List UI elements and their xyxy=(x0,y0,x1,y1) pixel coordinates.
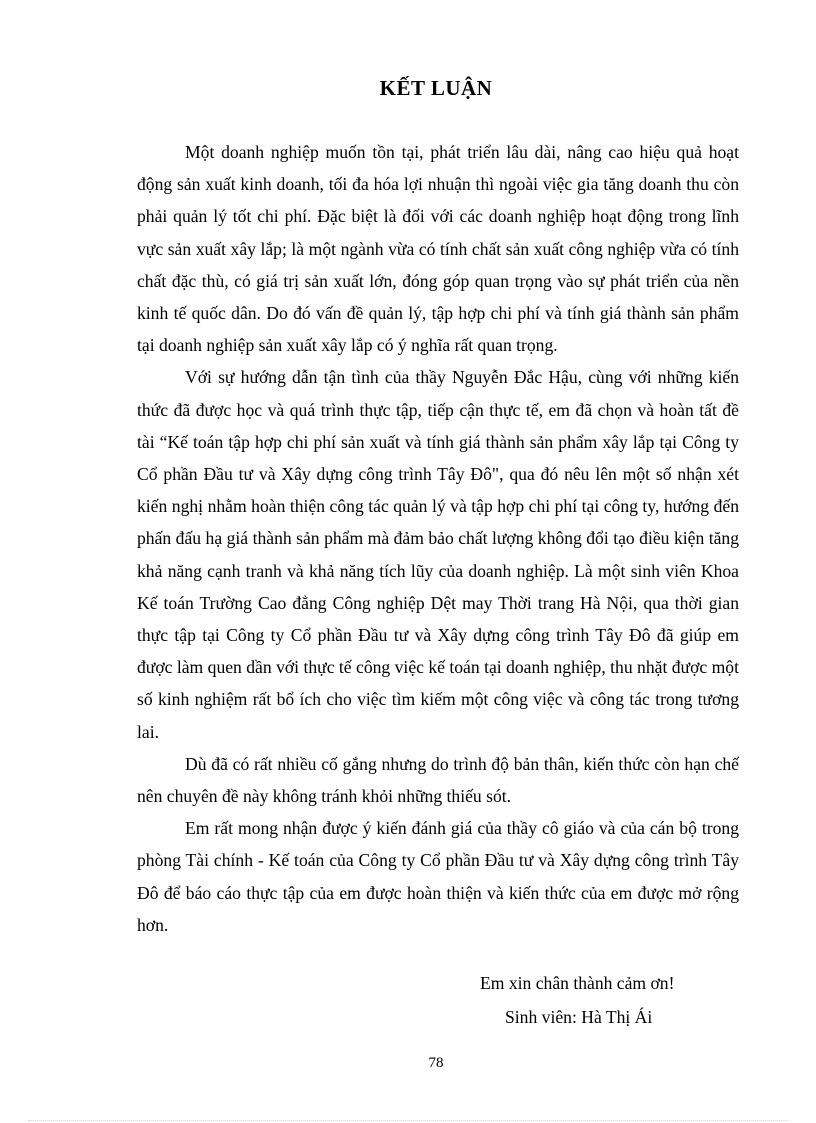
paragraph: Em rất mong nhận được ý kiến đánh giá của thầy cô giáo và của cán bộ trong phòng Tài chính - Kế toán của Công ty Cổ phần Đầu tư và Xây dựng công trình Tây Đô để báo cáo thực tập của em được hoàn thiện và kiến thức của em được mở rộng hơn. xyxy=(137,818,739,935)
paragraph: Với sự hướng dẫn tận tình của thầy Nguyễn Đắc Hậu, cùng với những kiến thức đã được học và quá trình thực tập, tiếp cận thực tế, em đã chọn và hoàn tất đề tài “Kế toán tập hợp chi phí sản xuất và tính giá thành sản phẩm xây lắp tại Công ty Cổ phần Đầu tư và Xây dựng công trình Tây Đô", qua đó nêu lên một số nhận xét kiến nghị nhằm hoàn thiện công tác quản lý và tập hợp chi phí tại công ty, hướng đến phấn đấu hạ giá thành sản phẩm mà đảm bảo chất lượng không đổi tạo điều kiện tăng khả năng cạnh tranh và khả năng tích lũy của doanh nghiệp. Là một sinh viên Khoa Kế toán Trường Cao đẳng Công nghiệp Dệt may Thời trang Hà Nội, qua thời gian thực tập tại Công ty Cổ phần Đầu tư và Xây dựng công trình Tây Đô đã giúp em được làm quen dần với thực tế công việc kế toán tại doanh nghiệp, thu nhặt được một số kinh nghiệm rất bổ ích cho việc tìm kiếm một công việc và công tác trong tương lai. xyxy=(137,367,739,742)
paragraph: Dù đã có rất nhiều cố gắng nhưng do trình độ bản thân, kiến thức còn hạn chế nên chuyên đề này không tránh khỏi những thiếu sót. xyxy=(137,753,739,807)
student-signature: Sinh viên: Hà Thị Ái xyxy=(505,1007,653,1027)
body-text xyxy=(137,136,739,941)
closing-thanks: Em xin chân thành cảm ơn! xyxy=(480,973,675,993)
page-title: KẾT LUẬN xyxy=(379,76,493,100)
page-number: 78 xyxy=(428,1055,444,1071)
paragraph: Một doanh nghiệp muốn tồn tại, phát triển lâu dài, nâng cao hiệu quả hoạt động sản xuất kinh doanh, tối đa hóa lợi nhuận thì ngoài việc gia tăng doanh thu còn phải quản lý tốt chi phí. Đặc biệt là đối với các doanh nghiệp hoạt động trong lĩnh vực sản xuất xây lắp; là một ngành vừa có tính chất sản xuất công nghiệp vừa có tính chất đặc thù, có giá trị sản xuất lớn, đóng góp quan trọng vào sự phát triển của nền kinh tế quốc dân. Do đó vấn đề quản lý, tập hợp chi phí và tính giá thành sản phẩm tại doanh nghiệp sản xuất xây lắp có ý nghĩa rất quan trọng. xyxy=(137,142,739,356)
footer-divider xyxy=(28,1120,788,1121)
